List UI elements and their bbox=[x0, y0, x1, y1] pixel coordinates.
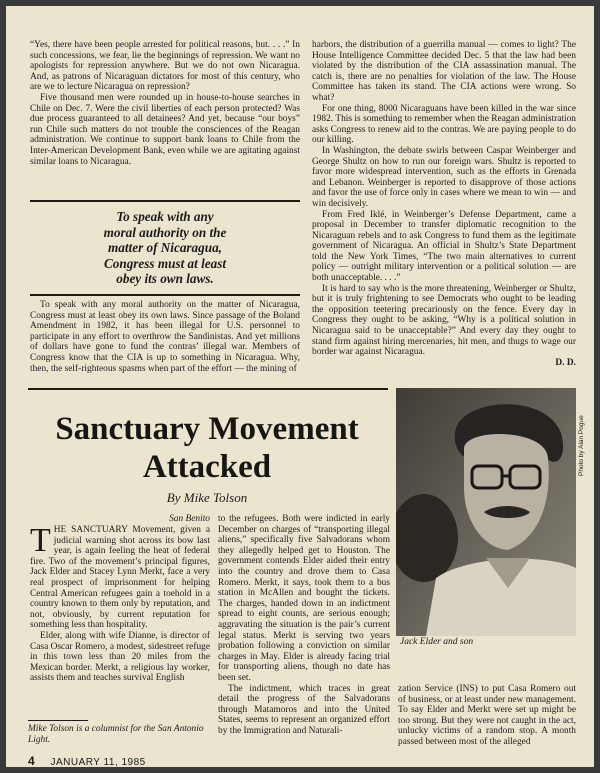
editorial-paragraph: To speak with any moral authority on the matter of Nicaragua, Congress must at least obey its own laws. Since passage of the Boland Amendment in 1982, it has been illegal for U.S. personnel to participate in any effort to overthrow the Sandinistas. And yet millions of dollars have gone to fund the contras’ illegal war. Members of Congress know that the CIA is up to something in Nicaragua. Why, then, the self-righteous spasms when part of the effort — the mining of bbox=[30, 300, 300, 374]
issue-date: JANUARY 11, 1985 bbox=[50, 757, 146, 767]
page-folio bbox=[28, 754, 146, 767]
article-column-2 bbox=[218, 514, 390, 736]
editorial-paragraph: harbors, the distribution of a guerrilla manual — comes to light? The House Intelligence Committee decided Dec. 5 that the law had been violated by the distribution of the CIA assassination manual. The catch is, there are no penalties for violation of the law. The House Committee has taken its stand. The CIA actions were wrong. So what? bbox=[312, 40, 576, 103]
editorial-column-right bbox=[312, 40, 576, 368]
editorial-paragraph: Five thousand men were rounded up in house-to-house searches in Chile on Dec. 7. Were the civil liberties of each person protected? Was due process guaranteed to all detainees? And yet, because “our boys” run Chile such matters do not trouble the consciences of the Reagan administration. We continue to support bank loans to Chile from the Inter-American Development Bank, even while we are agitating against similar loans to Nicaragua. bbox=[30, 92, 300, 167]
editorial-signoff: D. D. bbox=[555, 357, 576, 368]
editorial-paragraph: From Fred Iklé, in Weinberger’s Defense Department, came a proposal in December to transfer diplomatic recognition to the Nicaraguan rebels and to ask Congress to fund them as the legitimate government of Nicaragua. An official in Shultz’s State Department told the New York Times, “The two main alternatives to current policy — outright military intervention or a political solution — are both unacceptable. . . .” bbox=[312, 209, 576, 284]
page-number: 4 bbox=[28, 754, 36, 767]
editorial-paragraph: In Washington, the debate swirls between Caspar Weinberger and George Shultz on how to run our foreign wars. Shultz is reported to favor more widespread intervention, such as the efforts in Grenada and Lebanon. Weinberger is reported to disapprove of those actions and favor the use of force only in cases where we mean to win — and win decisively. bbox=[312, 145, 576, 209]
pull-quote-line: To speak with any bbox=[116, 209, 214, 225]
headline-line: Attacked bbox=[142, 449, 272, 485]
article-photo bbox=[396, 388, 576, 636]
editorial-column-left-bottom bbox=[30, 300, 300, 374]
pull-quote-line: obey its own laws. bbox=[116, 271, 214, 287]
article-paragraph: to the refugees. Both were indicted in early December on charges of “transporting illegal aliens,” specifically five Salvadorans whom they allegedly helped get to Houston. The government contends Elder aided their entry into the country and drove them to Casa Romero. Merkt, it says, took them to a bus station in McAllen and bought the tickets. The charges, handed down in an indictment spread to eight counts, are serious enough; aggravating the situation is the pair’s current legal status. Merkt is serving two years probation following a conviction on similar charges in May. Elder is already facing trial for transporting aliens, though no date has been set. bbox=[218, 514, 390, 683]
editorial-paragraph: “Yes, there have been people arrested for political reasons, but. . . .” In such concessions, we fear, lie the beginnings of repression. We want no apologists for repression anywhere. But we do not own Nicaragua. And, as patrons of Nicaraguan dictators for most of this century, who are we to lecture Nicaragua on repression? bbox=[30, 40, 300, 93]
headline-line: Sanctuary Movement bbox=[55, 411, 359, 447]
photo-credit: Photo by Alan Pogue bbox=[578, 415, 585, 476]
article-dateline: San Benito bbox=[169, 514, 210, 524]
author-bio: Mike Tolson is a columnist for the San Antonio Light. bbox=[28, 724, 204, 745]
article-column-3 bbox=[398, 684, 576, 748]
section-divider bbox=[28, 388, 388, 390]
bio-rule bbox=[28, 720, 88, 721]
pull-quote-line: matter of Nicaragua, bbox=[108, 240, 222, 256]
drop-cap: T bbox=[30, 522, 51, 559]
article-byline: By Mike Tolson bbox=[166, 490, 248, 505]
magazine-page bbox=[6, 6, 594, 767]
editorial-column-left-top bbox=[30, 40, 300, 167]
portrait-illustration bbox=[396, 388, 576, 636]
article-paragraph: HE SANCTUARY Movement, given a judicial warning shot across its bow last year, is again feeling the heat of federal fire. Two of the movement’s principal figures, Jack Elder and Stacey Lynn Merkt, face a very real prospect of imprisonment for helping Central American refugees gain a toehold in a country known to them only by reputation, and not, obviously, by current reputation for something less than hospitality. bbox=[30, 525, 210, 631]
article-paragraph: zation Service (INS) to put Casa Romero out of business, or at least under new management. To say Elder and Merkt were set up might be too strong. But they were not caught in the act, unlucky victims of a random stop. A month passed between most of the alleged bbox=[398, 684, 576, 747]
article-column-1 bbox=[30, 514, 210, 684]
editorial-paragraph: For one thing, 8000 Nicaraguans have been killed in the war since 1982. This is something to remember when the Reagan administration asks Congress to renew aid to the contras. We are paying people to do our killing. bbox=[312, 103, 576, 146]
pull-quote-line: Congress must at least bbox=[103, 255, 226, 271]
pull-quote bbox=[30, 200, 300, 296]
editorial-paragraph: It is hard to say who is the more threatening, Weinberger or Shultz, but it is truly frightening to see Democrats who ought to be leading the opposition teetering precariously on the fence. Every day in Congress they ought to be asking, “Why is a political solution in Nicaragua said to be unacceptable?” And every day they ought to stand firm against hiring mercenaries, hit men, and thugs to wage our border war against Nicaragua. bbox=[312, 283, 576, 358]
pull-quote-line: moral authority on the bbox=[103, 224, 227, 240]
article-headline bbox=[28, 410, 386, 486]
article-paragraph: Elder, along with wife Dianne, is director of Casa Oscar Romero, a modest, sidestreet refuge in this town less than 20 miles from the Mexican border. Merkt, a religious lay worker, assists them and teaches survival English bbox=[30, 630, 210, 684]
article-paragraph: The indictment, which traces in great detail the progress of the Salvadorans through Matamoros and into the United States, seems to represent an organized effort by the Immigration and Naturali- bbox=[218, 683, 390, 736]
photo-caption: Jack Elder and son bbox=[400, 637, 474, 647]
